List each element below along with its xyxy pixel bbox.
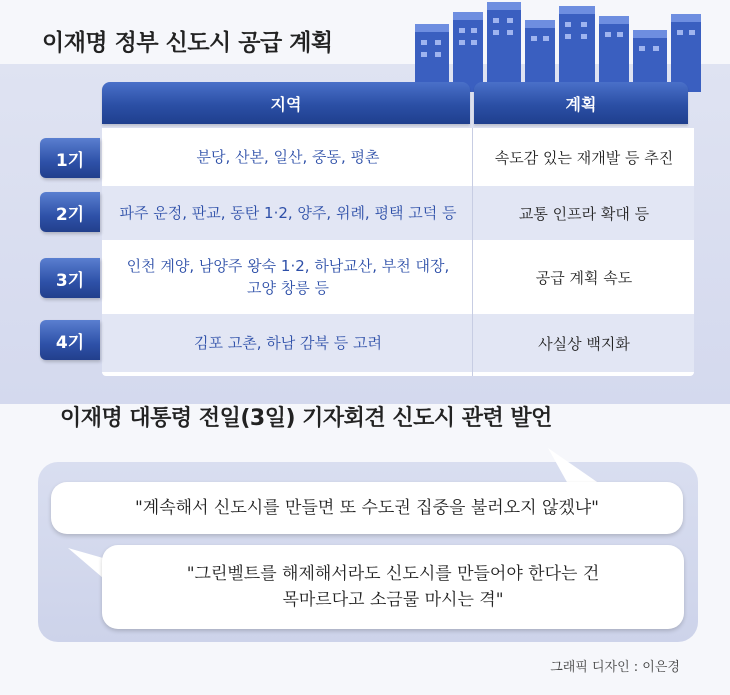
generation-tab-4: 4기: [40, 320, 100, 360]
page-title: 이재명 정부 신도시 공급 계획: [42, 30, 333, 56]
region-cell: 김포 고촌, 하남 감북 등 고려: [194, 334, 382, 352]
plan-cell: 속도감 있는 재개발 등 추진: [494, 148, 674, 167]
plan-cell: 교통 인프라 확대 등: [518, 204, 650, 223]
region-line: 인천 계양, 남양주 왕숙 1·2, 하남교산, 부천 대장,: [126, 257, 450, 275]
header-plan: 계획: [474, 82, 688, 124]
speech-bubble-quote-2: [102, 545, 684, 629]
generation-tab-2: 2기: [40, 192, 100, 232]
plan-cell: 공급 계획 속도: [535, 268, 633, 287]
region-line: 고양 창릉 등: [247, 279, 329, 297]
header-region: 지역: [102, 82, 470, 124]
quote-text-line: 목마르다고 소금물 마시는 격": [282, 590, 504, 610]
graphic-credit: 그래픽 디자인 : 이은경: [550, 660, 680, 675]
quotes-title: 이재명 대통령 전일(3일) 기자회견 신도시 관련 발언: [60, 406, 552, 431]
quote-text-line: "그린벨트를 해제해서라도 신도시를 만들어야 한다는 건: [186, 564, 600, 584]
generation-tab-1: 1기: [40, 138, 100, 178]
quote-text: "계속해서 신도시를 만들면 또 수도권 집중을 불러오지 않겠냐": [134, 498, 599, 518]
region-cell: 파주 운정, 판교, 동탄 1·2, 양주, 위례, 평택 고덕 등: [119, 204, 457, 222]
region-cell: 분당, 산본, 일산, 중동, 평촌: [196, 148, 380, 166]
generation-tab-3: 3기: [40, 258, 100, 298]
speech-bubble-quote-1: [51, 482, 683, 534]
plan-cell: 사실상 백지화: [538, 334, 630, 353]
